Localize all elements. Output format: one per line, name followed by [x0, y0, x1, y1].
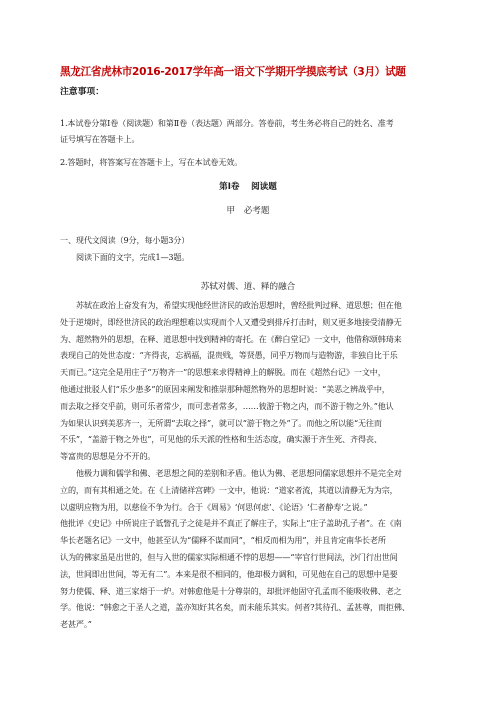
notice-item-2-text: 2.答题时，将答案写在答题卡上，写在本试卷无效。 — [60, 157, 243, 167]
article-line: 为、超然物外的思想，在释、道思想中找到精神的寄托。在《醉白堂记》一文中，他借称颂韩琦来 — [60, 333, 402, 344]
section-heading: 甲 必考题 — [226, 206, 270, 216]
article-line: 等富贵的思想是分不开的。 — [60, 451, 156, 462]
article-line: 认为的佛家虽是出世的，但与入世的儒家实际相通不悖的思想——“宰官行世间法，沙门行出世间 — [60, 551, 398, 562]
article-line: 他通过批驳人们“乐少患多”的原因来阐发和推崇那种超然物外的思想时说：“美恶之辨战乎中， — [60, 383, 390, 394]
question-heading-text: 一、现代文阅读（9分，每小题3分） — [60, 235, 190, 245]
article-line: 努力使儒、释、道三家熔于一炉。对韩愈他是十分尊崇的，却批评他固守孔孟而不能吸收佛、老之 — [60, 585, 402, 596]
article-line: 以虚明应物为用，以慈俭不争为行。合于《周易》‘何思何虑’、《论语》‘仁者静寿’之说。” — [60, 501, 368, 512]
notice-item-1 — [60, 115, 440, 147]
part-heading: 第Ⅰ卷 阅读题 — [219, 182, 277, 192]
notice-item-2 — [60, 154, 440, 170]
article-line: 立的，而有其相通之处。在《上清储祥宫碑》一文中，他说：“道家者流，其道以清静无为为宗， — [60, 484, 398, 495]
exam-title: 黑龙江省虎林市2016-2017学年高一语文下学期开学摸底考试（3月）试题 — [60, 66, 406, 78]
article-title: 苏轼对儒、道、释的融合 — [200, 282, 296, 292]
article-line: 华长老题名记》一文中，他甚至认为“儒释不谋而同”，“相反而相为用”，并且肯定南华长老所 — [60, 535, 386, 546]
article-body — [60, 297, 440, 633]
article-line: 处于逆境时，即经世济民的政治理想难以实现而个人又遭受到排斥打击时，则又更多地接受清静无 — [60, 316, 402, 327]
article-line: 老甚严。” — [60, 619, 92, 630]
instruction — [76, 249, 456, 265]
article-line: 表现自己的处世态度：“齐得丧，忘祸福，混贵贱，等贤愚，同乎万物而与造物游，非独自比于乐 — [60, 350, 398, 361]
article-line: 法，世间即出世间，等无有二”。本来是很不相同的，他却极力调和，可见他在自己的思想中是要 — [60, 568, 398, 579]
article-line: 而去取之择交乎前，则可乐者常少，而可悲者常多，……彼游于物之内，而不游于物之外。”他认 — [60, 400, 394, 411]
notice-heading: 注意事项： — [60, 87, 104, 97]
article-line: 为如果认识到美恶齐一，无所谓“去取之择”，就可以“游于物之外”了。而他之所以能“无往而 — [60, 417, 382, 428]
article-line: 学。他说：“韩愈之于圣人之道，盖亦知好其名矣，而未能乐其实。何者?其待孔、孟甚尊，而拒佛、 — [60, 602, 410, 613]
question-heading — [60, 232, 440, 248]
instruction-text: 阅读下面的文字，完成1—3题。 — [76, 252, 190, 262]
article-line: 他批评《史记》中所说庄子诋訾孔子之徒是并不真正了解庄子，实际上“庄子盖助孔子者”。在《南 — [60, 518, 402, 529]
article-line: 他极力调和儒学和佛、老思想之间的差别和矛盾。他认为佛、老思想同儒家思想并不是完全对 — [76, 467, 402, 478]
article-line: 天而已。”这完全是用庄子“万物齐一”的思想来求得精神上的解脱。而在《超然台记》一文中， — [60, 367, 386, 378]
notice-item-1-line-1: 1.本试卷分第Ⅰ卷（阅读题）和第Ⅱ卷（表达题）两部分。答卷前，考生务必将自己的姓名、准考 — [60, 118, 394, 128]
article-line: 苏轼在政治上奋发有为，希望实现他经世济民的政治思想时，曾经批判过释、道思想；但在他 — [76, 300, 402, 310]
notice-item-1-line-2: 证号填写在答题卡上。 — [60, 134, 140, 144]
article-line: 不乐”，“盖游于物之外也”，可见他的乐天派的性格和生活态度，确实源于齐生死、齐得丧、 — [60, 434, 382, 445]
